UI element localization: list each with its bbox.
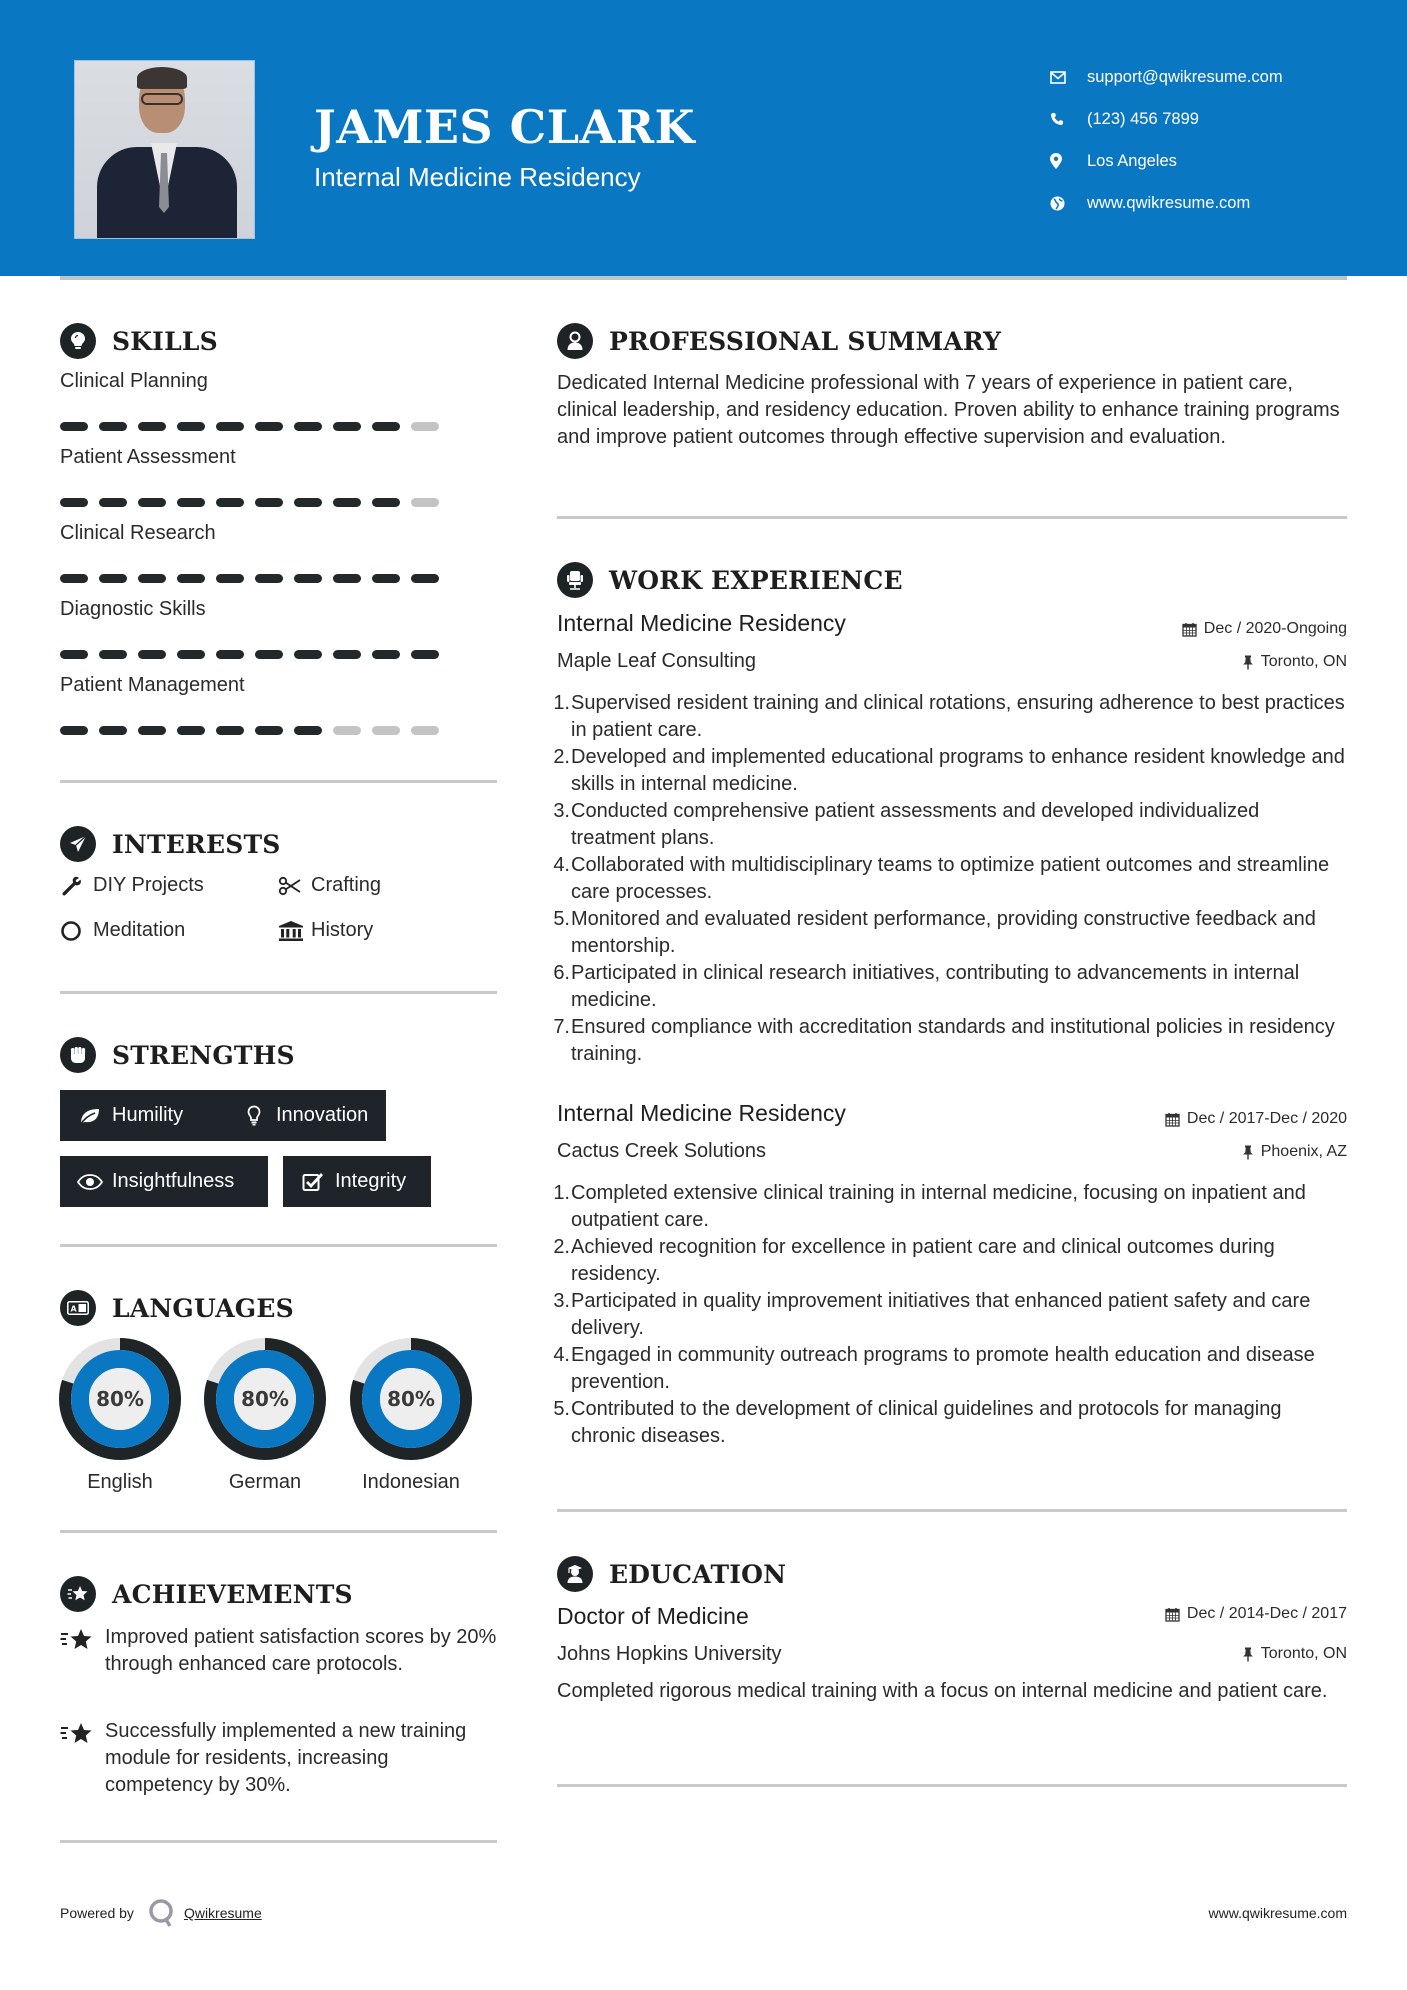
job-dates (1165, 1110, 1347, 1128)
interest-item (278, 874, 381, 897)
interests-heading (60, 826, 281, 862)
section-divider (60, 991, 497, 994)
job-bullets (553, 690, 1347, 1068)
section-divider (60, 1530, 497, 1533)
language-item (58, 1337, 182, 1494)
achievement-item (60, 1718, 500, 1799)
shooting-star-icon (60, 1576, 96, 1612)
language-progress-ring (203, 1337, 327, 1461)
section-divider (60, 1840, 497, 1843)
interest-item (60, 919, 185, 942)
profile-photo (74, 60, 255, 239)
language-label: Indonesian (362, 1471, 460, 1493)
qwikresume-logo-icon (148, 1898, 176, 1928)
skill-item (60, 674, 500, 735)
svg-text:A: A (70, 1304, 77, 1314)
contact-phone-text: (123) 456 7899 (1087, 109, 1199, 128)
section-divider (60, 780, 497, 783)
contact-location (1050, 140, 1283, 182)
section-divider (60, 1244, 497, 1247)
skill-rating-bar (60, 726, 500, 735)
strength-pill (60, 1156, 268, 1207)
section-divider (557, 1784, 1347, 1787)
candidate-name: JAMES CLARK (314, 100, 696, 154)
contact-list (1050, 56, 1283, 224)
contact-email[interactable] (1050, 56, 1283, 98)
education-heading (557, 1556, 786, 1592)
candidate-role: Internal Medicine Residency (314, 162, 641, 192)
circle-icon (60, 920, 93, 942)
skill-label: Clinical Research (60, 522, 216, 544)
strength-label: Integrity (335, 1170, 407, 1192)
job-company: Maple Leaf Consulting (557, 650, 757, 672)
interest-item (278, 919, 373, 942)
strength-pill (283, 1156, 431, 1207)
job-bullet: 7. Ensured compliance with accreditation standards and institutional policies in residency training. (553, 1016, 1335, 1065)
achievements-heading (60, 1576, 353, 1612)
job-title: Internal Medicine Residency (557, 1100, 846, 1126)
calendar-icon (1165, 1112, 1180, 1127)
globe-icon (1050, 196, 1087, 211)
calendar-icon (1182, 622, 1197, 637)
job-bullet: 2. Achieved recognition for excellence in patient care and clinical outcomes during residency. (553, 1236, 1275, 1285)
job-location (1242, 1143, 1347, 1161)
shooting-star-icon (60, 1624, 105, 1678)
job-bullet: 3. Participated in quality improvement initiatives that enhanced patient safety and care delivery. (553, 1290, 1311, 1339)
job-dates-text: Dec / 2020-Ongoing (1203, 620, 1347, 637)
education-location-text: Toronto, ON (1260, 1645, 1347, 1662)
bank-building-icon (278, 920, 311, 942)
skill-item (60, 370, 500, 431)
language-progress-ring (58, 1337, 182, 1461)
translate-icon (60, 1290, 96, 1326)
skill-label: Patient Assessment (60, 446, 236, 468)
contact-website[interactable] (1050, 182, 1283, 224)
education-dates-text: Dec / 2014-Dec / 2017 (1186, 1605, 1347, 1622)
education-school: Johns Hopkins University (557, 1643, 782, 1665)
job-dates (1182, 620, 1347, 638)
interests-title: INTERESTS (112, 829, 281, 859)
checkbox-icon (295, 1172, 331, 1192)
language-item (203, 1337, 327, 1494)
resume-header (0, 0, 1407, 276)
strength-label: Insightfulness (112, 1170, 235, 1192)
interest-label: DIY Projects (93, 874, 204, 896)
language-percent: 80% (96, 1387, 144, 1411)
language-percent: 80% (241, 1387, 289, 1411)
skill-label: Diagnostic Skills (60, 598, 206, 620)
languages-heading (60, 1290, 294, 1326)
achievements-title: ACHIEVEMENTS (112, 1579, 353, 1609)
education-dates (1165, 1605, 1347, 1623)
job-bullets (553, 1180, 1347, 1450)
job-bullet: 2. Developed and implemented educational programs to enhance resident knowledge and skills in internal medicine. (553, 746, 1345, 795)
calendar-icon (1165, 1607, 1180, 1622)
skill-label: Patient Management (60, 674, 245, 696)
job-location (1242, 653, 1347, 671)
skill-rating-bar (60, 574, 500, 583)
language-progress-ring (349, 1337, 473, 1461)
skill-label: Clinical Planning (60, 370, 208, 392)
job-bullet: 1. Supervised resident training and clinical rotations, ensuring adherence to best practices in patient care. (553, 692, 1345, 741)
summary-heading (557, 323, 1001, 359)
pushpin-icon (1242, 1145, 1254, 1160)
skills-heading (60, 323, 218, 359)
skill-item (60, 446, 500, 507)
footer-site[interactable]: www.qwikresume.com (1208, 1905, 1347, 1921)
skill-rating-bar (60, 422, 500, 431)
leaf-icon (72, 1106, 108, 1126)
job-bullet: 5. Contributed to the development of clinical guidelines and protocols for managing chronic diseases. (553, 1398, 1282, 1447)
section-divider (557, 1509, 1347, 1512)
section-divider (557, 516, 1347, 519)
lightbulb-icon (236, 1105, 272, 1127)
contact-email-text: support@qwikresume.com (1087, 67, 1283, 86)
job-bullet: 4. Engaged in community outreach programs to promote health education and disease prevention. (553, 1344, 1315, 1393)
lightbulb-icon (60, 323, 96, 359)
strength-label: Innovation (276, 1104, 369, 1126)
header-divider (60, 276, 1347, 280)
achievement-item (60, 1624, 500, 1678)
job-bullet: 5. Monitored and evaluated resident performance, providing constructive feedback and mentorship. (553, 908, 1316, 957)
education-title: EDUCATION (609, 1559, 787, 1589)
job-bullet: 4. Collaborated with multidisciplinary teams to optimize patient outcomes and streamline care processes. (553, 854, 1330, 903)
language-percent: 80% (387, 1387, 435, 1411)
achievement-text: Successfully implemented a new training module for residents, increasing competency by 30%. (105, 1720, 467, 1796)
job-location-text: Phoenix, AZ (1260, 1143, 1347, 1160)
pushpin-icon (1242, 655, 1254, 670)
education-degree: Doctor of Medicine (557, 1603, 749, 1629)
interest-item (60, 874, 204, 897)
strength-pill (60, 1090, 230, 1141)
language-label: German (228, 1471, 302, 1493)
experience-heading (557, 562, 903, 598)
powered-by-text: Powered by (60, 1905, 134, 1921)
footer-powered-by (60, 1898, 262, 1928)
scissors-icon (278, 876, 311, 896)
shooting-star-icon (60, 1718, 105, 1799)
skill-rating-bar (60, 650, 500, 659)
skill-item (60, 598, 500, 659)
education-description: Completed rigorous medical training with a focus on internal medicine and patient care. (557, 1680, 1328, 1702)
education-location (1242, 1645, 1347, 1663)
strength-label: Humility (112, 1104, 184, 1126)
strength-pill (224, 1090, 386, 1141)
phone-icon (1050, 112, 1087, 126)
job-title: Internal Medicine Residency (557, 610, 846, 636)
pushpin-icon (1242, 1647, 1254, 1662)
summary-text: Dedicated Internal Medicine professional with 7 years of experience in patient care, clinical leadership, and residency education. Proven ability to enhance training programs and improve patient outcomes through effective supervision and evaluation. (557, 372, 1340, 448)
qwikresume-link[interactable]: Qwikresume (183, 1905, 262, 1921)
interest-label: Meditation (93, 919, 186, 941)
contact-website-text: www.qwikresume.com (1087, 193, 1251, 212)
strengths-heading (60, 1037, 295, 1073)
skill-rating-bar (60, 498, 500, 507)
graduate-icon (557, 1556, 593, 1592)
interest-label: History (311, 919, 374, 941)
job-bullet: 6. Participated in clinical research initiatives, contributing to advancements in internal medicine. (553, 962, 1300, 1011)
job-bullet: 3. Conducted comprehensive patient assessments and developed individualized treatment plans. (553, 800, 1260, 849)
interest-label: Crafting (311, 874, 382, 896)
job-bullet: 1. Completed extensive clinical training in internal medicine, focusing on inpatient and outpatient care. (553, 1182, 1306, 1231)
contact-location-text: Los Angeles (1087, 151, 1177, 170)
paper-plane-icon (60, 826, 96, 862)
skills-title: SKILLS (112, 326, 218, 356)
job-location-text: Toronto, ON (1260, 653, 1347, 670)
language-item (349, 1337, 473, 1494)
contact-phone[interactable] (1050, 98, 1283, 140)
achievement-text: Improved patient satisfaction scores by 20% through enhanced care protocols. (105, 1626, 497, 1675)
envelope-icon (1050, 71, 1087, 84)
skill-item (60, 522, 500, 583)
summary-title: PROFESSIONAL SUMMARY (609, 326, 1002, 356)
experience-title: WORK EXPERIENCE (609, 565, 903, 595)
wrench-icon (60, 875, 93, 897)
strengths-title: STRENGTHS (112, 1040, 295, 1070)
user-icon (557, 323, 593, 359)
job-dates-text: Dec / 2017-Dec / 2020 (1186, 1110, 1347, 1127)
map-pin-icon (1050, 153, 1087, 169)
office-chair-icon (557, 562, 593, 598)
eye-icon (72, 1174, 108, 1190)
languages-title: LANGUAGES (112, 1293, 294, 1323)
job-company: Cactus Creek Solutions (557, 1140, 766, 1162)
language-label: English (87, 1471, 153, 1493)
raised-fist-icon (60, 1037, 96, 1073)
